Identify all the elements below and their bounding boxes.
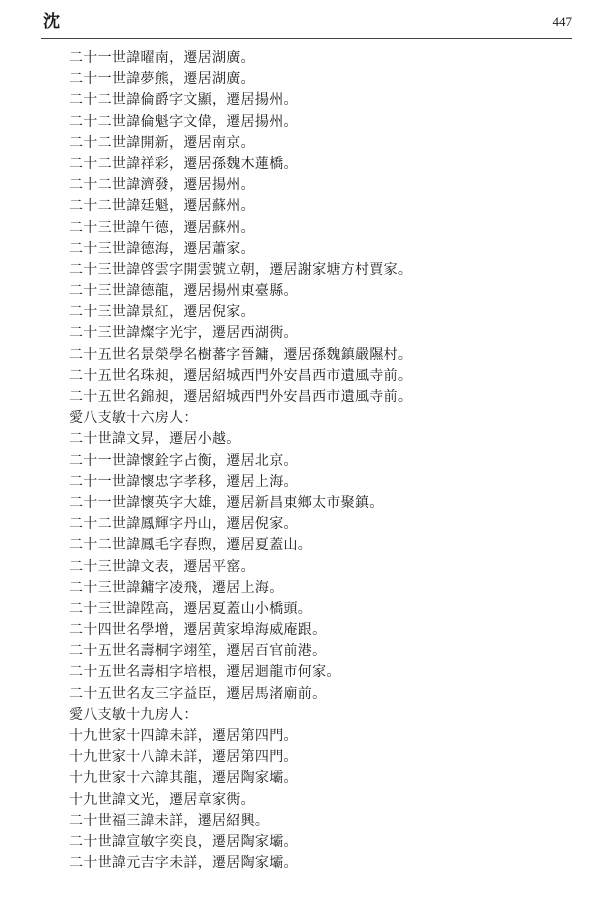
text-line: 二十二世諱廷魁，遷居蘇州。 xyxy=(69,198,255,215)
text-line: 二十二世諱開新，遷居南京。 xyxy=(69,134,255,151)
text-line: 二十三世諱德龍，遷居揚州東臺縣。 xyxy=(69,283,298,300)
text-line: 二十一世諱懷銓字占衡，遷居北京。 xyxy=(69,452,298,469)
text-line: 二十五世名壽桐字翊笙，遷居百官前港。 xyxy=(69,643,327,660)
text-line: 二十三世諱午德，遷居蘇州。 xyxy=(69,219,255,236)
text-line: 二十五世名壽相字培根，遷居迴龍市何家。 xyxy=(69,664,341,681)
page-number: 447 xyxy=(552,14,572,29)
text-line: 十九世家十八諱未詳，遷居第四門。 xyxy=(69,749,298,766)
text-line: 二十五世名景榮學名樹蕃字晉鏞，遷居孫魏鎮嚴隰村。 xyxy=(69,346,413,363)
text-line: 二十二世諱鳳輝字丹山，遷居倪家。 xyxy=(69,516,298,533)
text-line: 二十三世諱燦字光宇，遷居西湖衖。 xyxy=(69,325,298,342)
text-line: 二十世諱宣敏字奕良，遷居陶家壩。 xyxy=(69,833,298,850)
text-line: 二十二世諱祥彩，遷居孫魏木蓮橋。 xyxy=(69,155,298,172)
text-line: 二十三世諱鏞字凌飛，遷居上海。 xyxy=(69,579,284,596)
text-line: 二十四世名學增，遷居黄家埠海威庵跟。 xyxy=(69,622,327,639)
text-line: 二十一世諱懷英字大雄，遷居新昌東鄉太市聚鎮。 xyxy=(69,494,384,511)
text-line: 二十五世名友三字益臣，遷居馬渚廟前。 xyxy=(69,685,327,702)
text-line: 二十二世諱濟發，遷居揚州。 xyxy=(69,177,255,194)
page-header xyxy=(41,0,572,39)
header-title: 沈 xyxy=(43,12,60,32)
text-line: 二十一世諱夢熊，遷居湖廣。 xyxy=(69,71,255,88)
text-line: 二十五世名珠昶，遷居紹城西門外安昌西市遺風寺前。 xyxy=(69,367,413,384)
text-line: 二十一世諱懷忠字孝移，遷居上海。 xyxy=(69,473,298,490)
text-line: 二十三世諱景紅，遷居倪家。 xyxy=(69,304,255,321)
text-line: 二十世福三諱未詳，遷居紹興。 xyxy=(69,812,270,829)
text-line: 二十三世諱陞高，遷居夏蓋山小橋頭。 xyxy=(69,600,313,617)
text-line: 愛八支敏十九房人： xyxy=(69,706,198,723)
text-line: 二十世諱文昇，遷居小越。 xyxy=(69,431,241,448)
text-line: 二十二世諱鳳毛字春煦，遷居夏蓋山。 xyxy=(69,537,313,554)
text-line: 二十二世諱倫爵字文顯，遷居揚州。 xyxy=(69,92,298,109)
text-line: 愛八支敏十六房人： xyxy=(69,410,198,427)
text-line: 二十三世諱文表，遷居平窰。 xyxy=(69,558,255,575)
text-line: 二十三世諱德海，遷居蕭家。 xyxy=(69,240,255,257)
text-line: 二十一世諱曜南，遷居湖廣。 xyxy=(69,50,255,66)
text-line: 二十世諱元吉字未詳，遷居陶家壩。 xyxy=(69,855,298,872)
text-line: 十九世家十六諱其龍，遷居陶家壩。 xyxy=(69,770,298,787)
text-line: 十九世諱文光，遷居章家衖。 xyxy=(69,791,255,808)
text-line: 二十二世諱倫魁字文偉，遷居揚州。 xyxy=(69,113,298,130)
text-line: 二十三世諱啓雲字開雲號立朝，遷居謝家塘方村賈家。 xyxy=(69,261,413,278)
text-line: 二十五世名錦昶，遷居紹城西門外安昌西市遺風寺前。 xyxy=(69,389,413,405)
genealogy-text-body xyxy=(69,48,579,874)
text-line: 十九世家十四諱未詳，遷居第四門。 xyxy=(69,728,298,744)
